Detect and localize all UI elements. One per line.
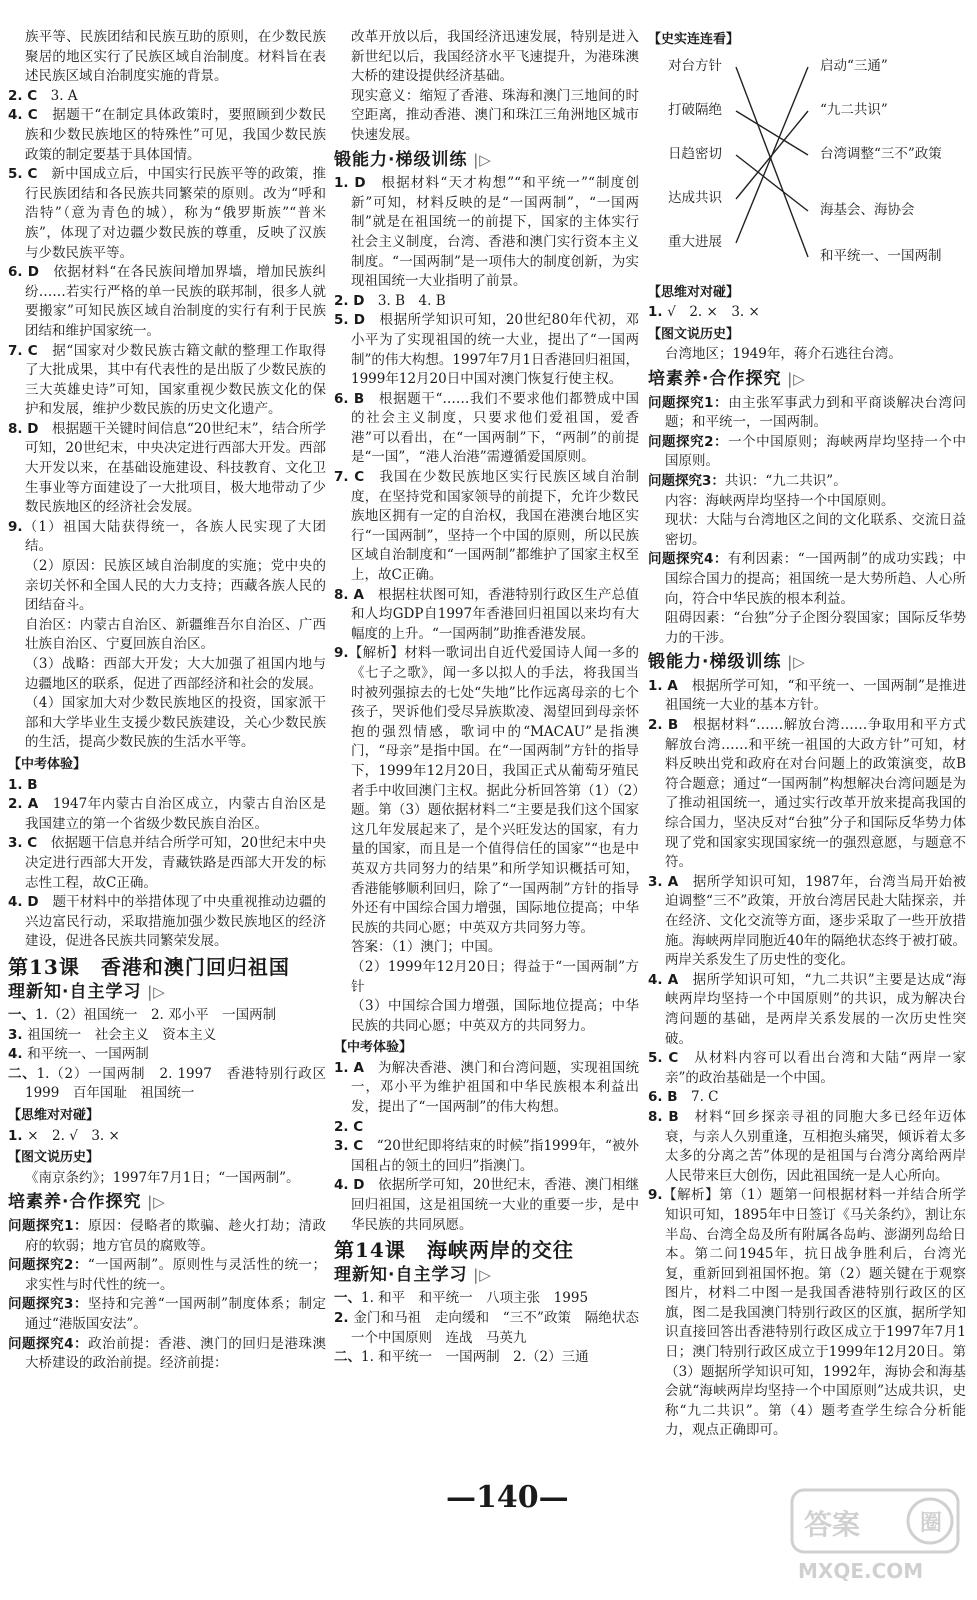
answer-text: 《南京条约》；1997年7月1日；“一国两制”。 (25, 1169, 300, 1186)
match-line (736, 67, 808, 257)
answer-item: 3. C “20世纪即将结束的时候”指1999年，“被外国租占的领土的回归”指澳门。 (334, 1138, 639, 1174)
answer-text: 改革开放以后，我国经济迅速发展，特别是进入新世纪以后，我国经济水平飞速提升，为港珠澳大桥的建设提供经济基础。 (351, 29, 639, 85)
answer-item: 1. A 根据所学可知，“和平统一、一国两制”是推进祖国统一大业的基本方针。 (648, 677, 966, 714)
section-heading (8, 1193, 326, 1213)
answer-item: 问题探究2：一个中国原则；海峡两岸均坚持一个中国原则。 (648, 433, 966, 470)
svg-text:答案: 答案 (804, 1508, 861, 1541)
answer-item: 6. B 根据题干“……我们不要求他们都赞成中国的社会主义制度，只要求他们爱祖国，爱香港”可以看出，在“一国两制”下，“两制”的前提是“一国”，“港人治港”需遵循爱国原则。 (334, 390, 639, 466)
answer-text: 族平等、民族团结和民族互助的原则，在少数民族聚居的地区实行了民族区域自治制度。材料旨在表述民族区域自治制度实施的背景。 (25, 29, 326, 85)
answer-item: 7. C 据“国家对少数民族古籍文献的整理工作取得了大批成果，其中有代表性的是出版了少数民族的三大英雄史诗”可知，国家重视少数民族文化的保护和发展，维护少数民族的历史文化遗产。 (8, 342, 326, 418)
subsection-tag: 【图文说历史】 (648, 326, 740, 342)
answer-item: 2. C (334, 1118, 364, 1135)
answer-item: 5. D 根据所学知识可知，20世纪80年代初，邓小平为了实现祖国的统一大业，提出了“一国两制”的伟大构想。1997年7月1日香港回归祖国，1999年12月20日中国对澳门恢复行使主权。 (334, 312, 639, 388)
answer-item: 一、1.（2）祖国统一 2. 邓小平 一国两制 (8, 1007, 277, 1024)
page-number: —140— (446, 1480, 569, 1515)
match-line (736, 67, 808, 243)
answer-text: （2）原因：民族区域自治制度的实施；党中央的亲切关怀和全国人民的大力支持；西藏各族人民的团结奋斗。 (25, 558, 326, 614)
answer-item: 问题探究4：有利因素：“一国两制”的成功实践；中国综合国力的提高；祖国统一是大势所趋、人心所向，符合中华民族的根本利益。 (648, 551, 966, 607)
answer-item: 9.（1）祖国大陆获得统一，各族人民实现了大团结。 (8, 518, 326, 555)
section-heading (8, 983, 326, 1003)
answer-text: 自治区：内蒙古自治区、新疆维吾尔自治区、广西壮族自治区、宁夏回族自治区。 (25, 616, 326, 653)
answer-item: 问题探究1：由主张军事武力到和平商谈解决台湾问题；和平统一，一国两制。 (648, 394, 966, 431)
section-heading-text: 锻能力·梯级训练 (648, 652, 782, 673)
svg-text:圈: 圈 (920, 1511, 943, 1536)
answer-item: 2. D 3. B 4. B (334, 292, 446, 309)
match-left-item: 日趋密切 (668, 145, 722, 162)
answer-item: 4. A 据所学知识可知，“九二共识”主要是达成“海峡两岸均坚持一个中国原则”的共识，成为解决台湾问题的基础，是两岸关系发展的一次历史性突破。 (648, 971, 966, 1047)
arrow-icon: |▷ (141, 982, 166, 1001)
answer-item: 问题探究1：原因：侵略者的欺骗、趁火打劫；清政府的软弱；地方官员的腐败等。 (8, 1218, 326, 1254)
answer-text: （3）中国综合国力增强，国际地位提高；中华民族的共同心愿；中英双方的共同努力。 (351, 998, 639, 1034)
answer-text: （3）战略：西部大开发；大大加强了祖国内地与边疆地区的联系，促进了西部经济和社会的发展。 (25, 656, 326, 692)
watermark-logo (790, 1488, 960, 1588)
answer-item: 4. C 据题干“在制定具体政策时，要照顾到少数民族和少数民族地区的特殊性”可见，我国少数民族政策的制定要基于具体国情。 (8, 107, 326, 163)
matching-exercise (648, 51, 966, 281)
answer-item: 1. D 根据材料“天才构想”“和平统一”“制度创新”可知，材料反映的是“一国两制”，“一国两制”就是在祖国统一的前提下，国家的主体实行社会主义制度，台湾、香港和澳门实行资本主义制度。“一国两制”是一项伟大的制度创新，为实现祖国统一大业指明了前景。 (334, 175, 639, 290)
lesson-title: 第13课 香港和澳门回归祖国 (8, 954, 290, 979)
match-right-item: 海基会、海协会 (820, 201, 915, 218)
section-heading (648, 370, 966, 390)
match-left-item: 打破隔绝 (668, 101, 722, 118)
svg-text:MXQE.COM: MXQE.COM (798, 1559, 924, 1583)
right-column (648, 28, 966, 1441)
section-heading (648, 653, 966, 673)
middle-column (334, 28, 653, 1368)
answer-item: 一、1. 和平 和平统一 八项主张 1995 (334, 1290, 589, 1307)
answer-text: 阻碍因素：“台独”分子企图分裂国家；国际反华势力的干涉。 (665, 610, 966, 646)
subsection-tag: 【中考体验】 (334, 1040, 413, 1056)
match-right-item: 启动“三通” (820, 57, 888, 74)
arrow-icon: |▷ (781, 369, 806, 388)
answer-item: 5. C 新中国成立后，中国实行民族平等的政策，推行民族团结和各民族共同繁荣的原则。改为“呼和浩特”（意为青色的城），称为“俄罗斯族”“普米族”，体现了对边疆少数民族的尊重，反映了汉族与少数民族平等。 (8, 166, 326, 261)
answer-item: 2. 金门和马祖 走向缓和 “三不”政策 隔绝状态 一个中国原则 连战 马英九 (334, 1310, 653, 1346)
answer-item: 9.【解析】第（1）题第一问根据材料一并结合所学知识可知，1895年中日签订《马关条约》，割让东半岛、台湾全岛及所有附属各岛屿、澎湖列岛给日本。第二问1945年，抗日战争胜利后，台湾光复，重新回到祖国怀抱。第（2）题关键在于观察图片，材料二中图一是我国香港特别行政区的区旗，图二是我国澳门特别行政区的区旗，据所学知识直接回答出香港特别行政区成立于1997年7月1日；澳门特别行政区成立于1999年12月20日。第（3）题据所学知识可知，1992年，海协会和海基会就“海峡两岸均坚持一个中国原则”达成共识，史称“九二共识”。第（4）题考查学生综合分析能力，观点正确即可。 (648, 1187, 966, 1439)
answer-item: 问题探究3：共识：“九二共识”。 (648, 472, 847, 489)
answer-text: 现实意义：缩短了香港、珠海和澳门三地间的时空距离，推动香港、澳门和珠江三角洲地区城市快速发展。 (351, 87, 639, 143)
answer-item: 8. A 根据柱状图可知，香港特别行政区生产总值和人均GDP自1997年香港回归祖国以来均有大幅度的上升。“一国两制”助推香港发展。 (334, 586, 640, 642)
answer-item: 1. B (8, 776, 38, 793)
match-right-item: “九二共识” (820, 101, 888, 118)
section-heading (334, 1266, 639, 1286)
answer-item: 7. C 我国在少数民族地区实行民族区域自治制度，在坚持党和国家领导的前提下，允许少数民族地区拥有一定的自治权，我国在港澳台地区实行“一国两制”，坚持一个中国的原则，所以民族区域自治制度和“一国两制”都维护了国家主权至上，故C正确。 (334, 469, 640, 584)
answer-item: 4. D 题干材料中的举措体现了中央重视推动边疆的兴边富民行动，采取措施加强少数民族地区的经济建设，促进各民族共同繁荣发展。 (8, 894, 327, 950)
section-heading (334, 151, 639, 171)
match-left-item: 重大进展 (668, 233, 722, 250)
lesson-title: 第14课 海峡两岸的交往 (334, 1238, 574, 1263)
answer-item: 问题探究2：“一国两制”。原则性与灵活性的统一；求实性与时代性的统一。 (8, 1257, 326, 1293)
answer-text: 台湾地区；1949年，蒋介石逃往台湾。 (665, 346, 902, 363)
answer-item: 问题探究4：政治前提：香港、澳门的回归是港珠澳大桥建设的政治前提。经济前提： (8, 1335, 326, 1372)
answer-item: 1. √ 2. × 3. × (648, 304, 760, 321)
section-heading-text: 理新知·自主学习 (8, 981, 142, 1002)
answer-text: 内容：海峡两岸均坚持一个中国原则。 (665, 492, 895, 509)
answer-item: 1. A 为解决香港、澳门和台湾问题，实现祖国统一，邓小平为维护祖国和中华民族根本利益出发，提出了“一国两制”的伟大构想。 (334, 1059, 640, 1116)
answer-text: 现状：大陆与台湾地区之间的文化联系、交流日益密切。 (665, 512, 966, 548)
answer-item: 8. D 根据题干关键时间信息“20世纪末”，结合所学可知，20世纪末，中央决定进行西部大开发。西部大开发以来，在基础设施建设、科技教育、文化卫生事业等方面建设了一大批项目，极大地带动了少数民族地区的经济社会发展。 (8, 420, 326, 516)
answer-item: 3. 祖国统一 社会主义 资本主义 (8, 1026, 217, 1043)
answer-item: 2. B 根据材料“……解放台湾……争取用和平方式解放台湾……和平统一祖国的大政方针”可知，材料反映出党和政府在对台问题上的政策演变，故B符合题意；通过“一国两制”构想解决台湾问题是为了推动祖国统一，通过实行改革开放来提高我国的综合国力，坚决反对“台独”分子和国际反华势力体现了党和国家实现国家统一的强烈意愿，与题意不符。 (648, 717, 966, 871)
subsection-tag: 【图文说历史】 (8, 1150, 100, 1166)
answer-item: 6. D 依据材料“在各民族间增加界墙，增加民族纠纷……若实行严格的单一民族的联邦制，很多人就要搬家”可知民族区域自治制度的实行有利于民族团结和维护国家统一。 (8, 264, 326, 339)
answer-text: 答案：（1）澳门；中国。 (351, 939, 502, 956)
arrow-icon: |▷ (781, 653, 806, 672)
answer-item: 3. C 依据题干信息并结合所学可知，20世纪末中央决定进行西部大开发，青藏铁路是西部大开发的标志性工程，故C正确。 (8, 835, 326, 891)
answer-item: 5. C 从材料内容可以看出台湾和大陆“两岸一家亲”的政治基础是一个中国。 (648, 1050, 966, 1086)
answer-text: （2）1999年12月20日；得益于“一国两制”方针 (351, 958, 639, 995)
subsection-tag: 【思维对对碰】 (8, 1108, 100, 1124)
answer-item: 二、1. 和平统一 一国两制 2.（2）三通 (334, 1349, 589, 1366)
match-line (736, 111, 808, 155)
subsection-tag: 【史实连连看】 (648, 32, 740, 47)
arrow-icon: |▷ (467, 1265, 492, 1284)
answer-item: 9.【解析】材料一歌词出自近代爱国诗人闻一多的《七子之歌》，闻一多以拟人的手法，将我国当时被列强掠去的七处“失地”比作远离母亲的七个孩子，哭诉他们受尽异族欺凌、渴望回到母亲怀抱的强烈情感，歌词中的“MACAU”是指澳门，“母亲”是指中国。在“一国两制”方针的指导下，1999年12月20日，我国正式从葡萄牙殖民者手中收回澳门主权。据此分析回答第（1）（2）题。第（3）题依据材料二“主要是我们这个国家这几年发展起来了，是个兴旺发达的国家，有力量的国家，而且是一个值得信任的国家”“也是中英双方共同努力的结果”和所学知识概括可知，香港能够顺利回归，除了“一国两制”方针的指导外还有中国综合国力增强，国际地位提高；中华民族的共同心愿；中英双方共同努力等。 (334, 645, 639, 936)
section-heading-text: 锻能力·梯级训练 (334, 149, 468, 170)
answer-item: 8. B 材料“回乡探亲寻祖的同胞大多已经年迈体衰，与亲人久别重逢，互相抱头痛哭，倾诉着太多太多的分离之苦”体现的是祖国与台湾分离给两岸人民带来巨大创伤，因此祖国统一是人心所向。 (648, 1108, 967, 1184)
section-heading-text: 理新知·自主学习 (334, 1264, 468, 1285)
answer-item: 3. A 据所学知识可知，1987年，台湾当局开始被迫调整“三不”政策，开放台湾居民赴大陆探亲，并在经济、文化交流等方面，逐步采取了一些开放措施。海峡两岸同胞近40年的隔绝状态终于被打破。两岸关系发生了历史性的变化。 (648, 873, 966, 969)
section-heading-text: 培素养·合作探究 (648, 368, 782, 389)
answer-item: 4. D 依据所学可知，20世纪末，香港、澳门相继回归祖国，这是祖国统一大业的重要一步，是中华民族的共同夙愿。 (334, 1177, 639, 1233)
answer-item: 二、1.（2）一国两制 2. 1997 香港特别行政区 1999 百年国耻 祖国统一 (8, 1065, 340, 1102)
match-left-item: 对台方针 (668, 57, 722, 74)
match-left-item: 达成共识 (668, 189, 722, 206)
answer-text: （4）国家加大对少数民族地区的投资，国家派干部和大学毕业生支援少数民族建设，关心少数民族的生活，提高少数民族的生活水平等。 (25, 695, 326, 751)
subsection-tag: 【思维对对碰】 (648, 284, 740, 300)
answer-item: 问题探究3：坚持和完善“一国两制”制度体系；制定通过“港版国安法”。 (8, 1296, 326, 1332)
subsection-tag: 【中考体验】 (8, 756, 87, 772)
arrow-icon: |▷ (141, 1193, 166, 1212)
answer-item: 1. × 2. √ 3. × (8, 1127, 120, 1144)
arrow-icon: |▷ (467, 150, 492, 169)
match-right-item: 和平统一、一国两制 (820, 247, 942, 264)
answer-item: 2. A 1947年内蒙古自治区成立，内蒙古自治区是我国建立的第一个省级少数民族自治区。 (8, 796, 326, 832)
answer-item: 2. C 3. A (8, 87, 78, 104)
section-heading-text: 培素养·合作探究 (8, 1192, 142, 1213)
match-right-item: 台湾调整“三不”政策 (820, 145, 942, 162)
answer-item: 6. B 7. C (648, 1089, 719, 1106)
left-column (8, 28, 340, 1374)
answer-item: 4. 和平统一、一国两制 (8, 1046, 149, 1063)
